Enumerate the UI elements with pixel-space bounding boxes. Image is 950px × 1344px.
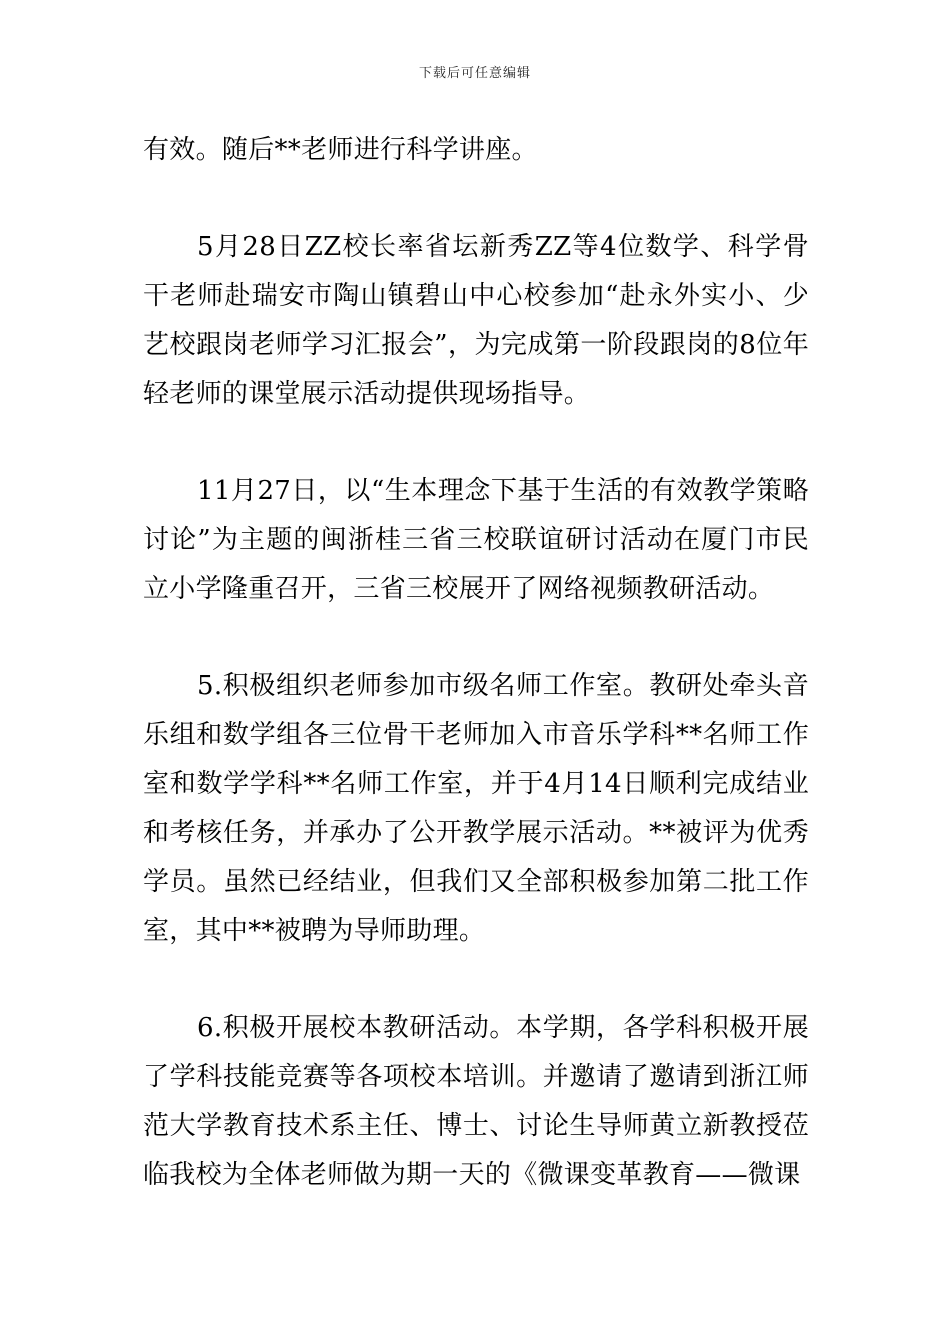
paragraph-4: 5.积极组织老师参加市级名师工作室。教研处牵头音乐组和数学组各三位骨干老师加入市音乐学科**名师工作室和数学学科**名师工作室，并于4月14日顺利完成结业和考核任务，并承办了公开教学展示活动。**被评为优秀学员。虽然已经结业，但我们又全部积极参加第二批工作室，其中**被聘为导师助理。 [143, 671, 809, 946]
paragraph-2: 5月28日ZZ校长率省坛新秀ZZ等4位数学、科学骨干老师赴瑞安市陶山镇碧山中心校参加“赴永外实小、少艺校跟岗老师学习汇报会”，为完成第一阶段跟岗的8位年轻老师的课堂展示活动提供现场指导。 [143, 232, 809, 409]
paragraph-3: 11月27日，以“生本理念下基于生活的有效教学策略讨论”为主题的闽浙桂三省三校联谊研讨活动在厦门市民立小学隆重召开，三省三校展开了网络视频教研活动。 [143, 476, 809, 604]
document-body [143, 126, 809, 1200]
page-header-note: 下载后可任意编辑 [418, 66, 531, 81]
paragraph-gap [143, 956, 809, 1004]
paragraph-gap [143, 175, 809, 223]
paragraph-gap [143, 419, 809, 467]
paragraph-gap [143, 614, 809, 662]
paragraph-1: 有效。随后**老师进行科学讲座。 [143, 135, 538, 165]
paragraph-5: 6.积极开展校本教研活动。本学期，各学科积极开展了学科技能竞赛等各项校本培训。并邀请了邀请到浙江师范大学教育技术系主任、博士、讨论生导师黄立新教授莅临我校为全体老师做为期一天的《微课变革教育——微课 [143, 1013, 809, 1190]
